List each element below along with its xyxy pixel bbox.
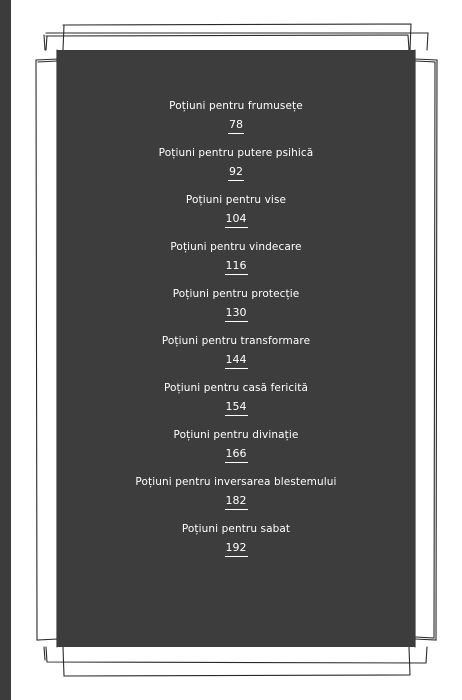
toc-entry-page[interactable]: 182: [225, 494, 248, 510]
toc-entry[interactable]: [57, 146, 415, 193]
toc-entry-page[interactable]: 104: [225, 212, 248, 228]
toc-entry[interactable]: [57, 522, 415, 569]
toc-entry-page[interactable]: 130: [225, 306, 248, 322]
toc-entry-page[interactable]: 116: [225, 259, 248, 275]
toc-entry[interactable]: [57, 475, 415, 522]
toc-entry[interactable]: [57, 287, 415, 334]
toc-entry-page[interactable]: 192: [225, 541, 248, 557]
toc-entry-page[interactable]: 144: [225, 353, 248, 369]
toc-entry[interactable]: [57, 193, 415, 240]
toc-entry[interactable]: [57, 428, 415, 475]
toc-entry-title: Poțiuni pentru transformare: [161, 335, 311, 347]
toc-entry-title: Poțiuni pentru sabat: [181, 523, 291, 535]
toc-entry[interactable]: [57, 99, 415, 146]
toc-entry-title: Poțiuni pentru divinație: [173, 429, 299, 441]
toc-entry-title: Poțiuni pentru vise: [185, 194, 287, 206]
toc-entry-title: Poțiuni pentru frumusețe: [169, 100, 303, 112]
toc-entry-page[interactable]: 154: [225, 400, 248, 416]
toc-entry-page[interactable]: 166: [225, 447, 248, 463]
toc-entry-page[interactable]: 78: [228, 118, 244, 134]
toc-entry-title: Poțiuni pentru putere psihică: [158, 147, 314, 159]
toc-entry-title: Poțiuni pentru inversarea blestemului: [135, 476, 337, 488]
toc-entry[interactable]: [57, 240, 415, 287]
toc-entry-title: Poțiuni pentru casă fericită: [163, 382, 309, 394]
toc-entry[interactable]: [57, 381, 415, 428]
table-of-contents: [57, 99, 415, 569]
toc-entry[interactable]: [57, 334, 415, 381]
toc-entry-title: Poțiuni pentru protecție: [172, 288, 300, 300]
toc-entry-title: Poțiuni pentru vindecare: [170, 241, 302, 253]
toc-entry-page[interactable]: 92: [228, 165, 244, 181]
